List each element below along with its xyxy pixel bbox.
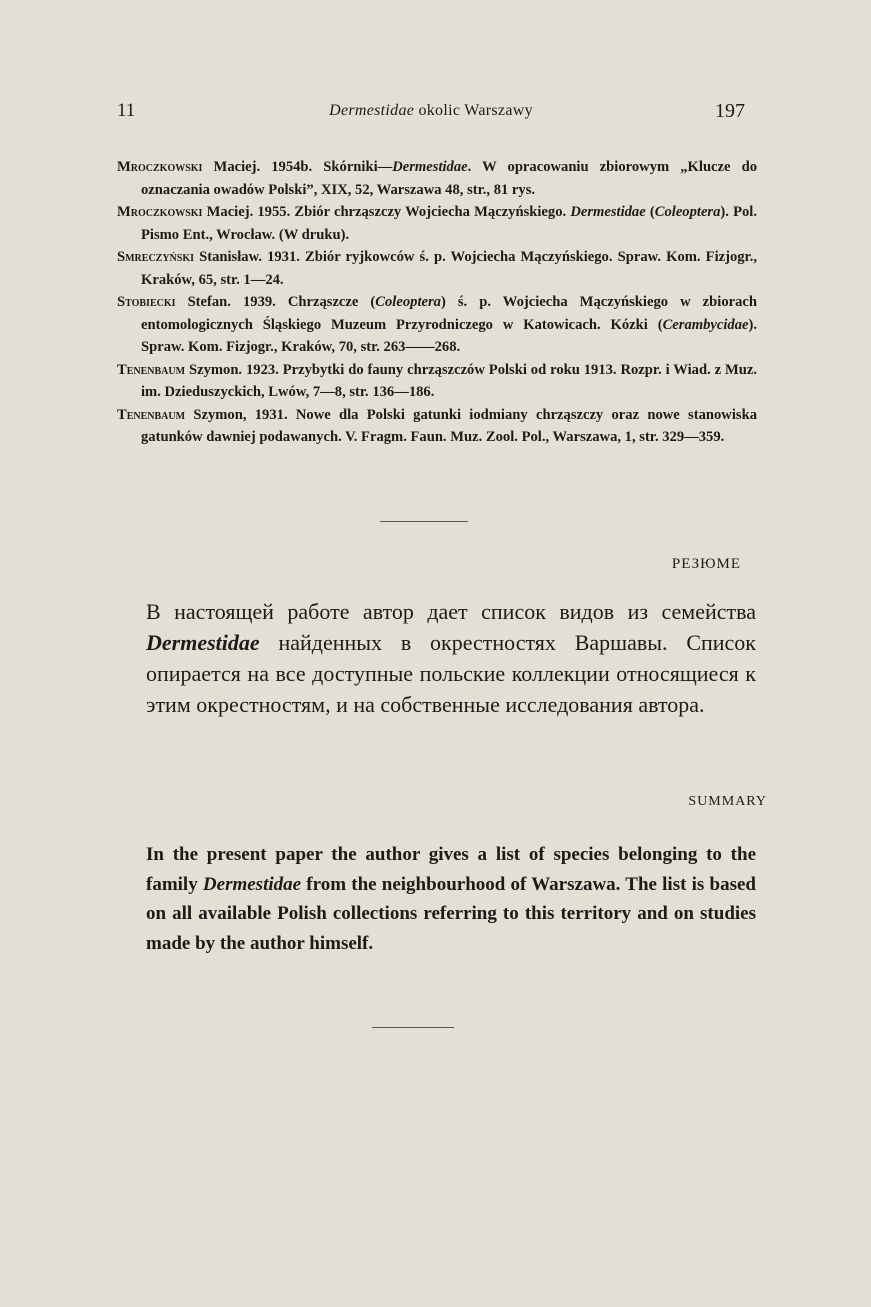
- summary-heading: SUMMARY: [688, 794, 767, 809]
- reference-author: Smreczyński: [117, 249, 195, 265]
- summary-italic: Dermestidae: [202, 873, 302, 895]
- reference-author: Mroczkowski: [117, 159, 203, 175]
- reference-item: Tenenbaum Szymon. 1923. Przybytki do fauny chrząszczów Polski od roku 1913. Rozpr. i Wiad. z Muz. im. Dzieduszyckich, Lwów, 7—8, str. 136—186.: [117, 361, 757, 400]
- running-title-italic: Dermestidae: [329, 102, 415, 119]
- resume-heading: РЕЗЮМЕ: [671, 556, 741, 572]
- reference-item: Tenenbaum Szymon, 1931. Nowe dla Polski gatunki iodmiany chrząszczy oraz nowe stanowiska gatunków dawniej podawanych. V. Fragm. Faun. Muz. Zool. Pol., Warszawa, 1, str. 329—359.: [117, 406, 757, 445]
- running-title-rest: okolic Warszawy: [414, 102, 533, 119]
- resume-paragraph: В настоящей работе автор дает список видов из семейства Dermestidae найденных в окрестностях Варшавы. Список опирается на все доступные польские коллекции относящиеся к этим окрестностям, и на собственные исследования автора.: [146, 599, 756, 717]
- end-divider: [372, 1027, 454, 1028]
- reference-item: Mroczkowski Maciej. 1955. Zbiór chrząszczy Wojciecha Mączyńskiego. Dermestidae (Coleoptera). Pol. Pismo Ent., Wrocław. (W druku).: [117, 204, 757, 243]
- reference-item: Smreczyński Stanisław. 1931. Zbiór ryjkowców ś. p. Wojciecha Mączyńskiego. Spraw. Kom. Fizjogr., Kraków, 65, str. 1—24.: [117, 249, 757, 288]
- reference-author: Stobiecki: [117, 294, 176, 310]
- section-number: 11: [117, 100, 136, 121]
- reference-item: Stobiecki Stefan. 1939. Chrząszcze (Coleoptera) ś. p. Wojciecha Mączyńskiego w zbiorach entomologicznych Śląskiego Muzeum Przyrodniczego w Katowicach. Kózki (Cerambycidae). Spraw. Kom. Fizjogr., Kraków, 70, str. 263——268.: [117, 294, 757, 355]
- reference-author: Tenenbaum: [117, 361, 186, 378]
- summary-paragraph: In the present paper the author gives a list of species belonging to the family Dermestidae from the neighbourhood of Warszawa. The list is based on all available Polish collections referring to this territory and on studies made by the author himself.: [146, 844, 756, 954]
- running-title: [117, 102, 745, 120]
- reference-author: Mroczkowski: [117, 204, 203, 220]
- page-header: [117, 100, 745, 130]
- resume-italic: Dermestidae: [146, 630, 260, 655]
- reference-author: Tenenbaum: [117, 406, 186, 423]
- section-divider: [380, 521, 468, 522]
- reference-list: [117, 156, 757, 449]
- page-number: 197: [715, 100, 745, 122]
- reference-item: Mroczkowski Maciej. 1954b. Skórniki—Dermestidae. W opracowaniu zbiorowym „Klucze do oznaczania owadów Polski”, XIX, 52, Warszawa 48, str., 81 rys.: [117, 159, 757, 198]
